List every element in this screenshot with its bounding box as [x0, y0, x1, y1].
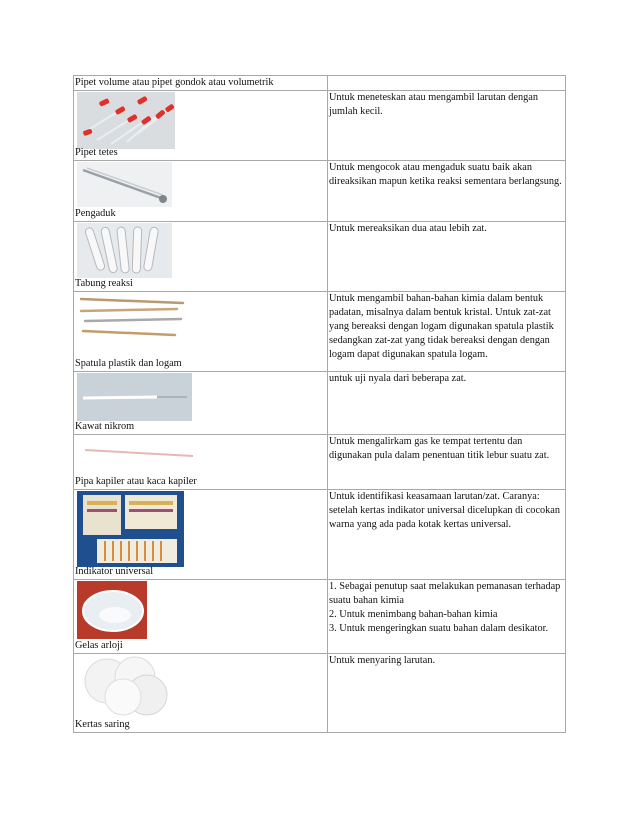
table-row	[74, 490, 566, 580]
apparatus-name: Spatula plastik dan logam	[75, 358, 182, 369]
table-header-row	[74, 76, 566, 91]
description-cell: Untuk mengalirkam gas ke tempat tertentu dan digunakan pula dalam penentuan titik lebur suatu zat.	[328, 435, 566, 490]
description-cell: Untuk menyaring larutan.	[328, 654, 566, 733]
table-row	[74, 435, 566, 490]
table-row	[74, 292, 566, 372]
table-row	[74, 580, 566, 654]
spatula-image	[77, 293, 187, 343]
apparatus-name: Pipa kapiler atau kaca kapiler	[75, 476, 197, 487]
universal-indicator-image	[77, 491, 184, 567]
name-cell	[74, 91, 328, 161]
apparatus-table	[73, 75, 566, 733]
nichrome-wire-image	[77, 373, 192, 421]
test-tubes-image	[77, 223, 172, 278]
description-cell	[328, 580, 566, 654]
name-cell	[74, 222, 328, 292]
name-cell	[74, 490, 328, 580]
description-cell: Untuk meneteskan atau mengambil larutan dengan jumlah kecil.	[328, 91, 566, 161]
filter-paper-image	[77, 655, 177, 717]
name-cell	[74, 435, 328, 490]
table-row	[74, 654, 566, 733]
name-cell	[74, 161, 328, 222]
header-title: Pipet volume atau pipet gondok atau volumetrik	[74, 76, 328, 91]
description-line: 2. Untuk menimbang bahan-bahan kimia	[329, 609, 498, 620]
name-cell	[74, 372, 328, 435]
description-cell: Untuk mereaksikan dua atau lebih zat.	[328, 222, 566, 292]
stirring-rod-image	[77, 162, 172, 207]
capillary-tube-image	[77, 436, 197, 464]
table-row	[74, 91, 566, 161]
table-row	[74, 161, 566, 222]
description-cell: Untuk mengocok atau mengaduk suatu baik akan direaksikan mapun ketika reaksi sementara berlangsung.	[328, 161, 566, 222]
header-right	[328, 76, 566, 91]
table-row	[74, 372, 566, 435]
name-cell	[74, 580, 328, 654]
description-cell: untuk uji nyala dari beberapa zat.	[328, 372, 566, 435]
description-line: 1. Sebagai penutup saat melakukan pemanasan terhadap suatu bahan kimia	[329, 581, 561, 606]
watch-glass-image	[77, 581, 147, 639]
apparatus-name: Tabung reaksi	[75, 278, 133, 289]
apparatus-name: Pengaduk	[75, 208, 116, 219]
description-line: 3. Untuk mengeringkan suatu bahan dalam desikator.	[329, 623, 549, 634]
apparatus-name: Kawat nikrom	[75, 421, 135, 432]
description-cell: Untuk identifikasi keasamaan larutan/zat. Caranya: setelah kertas indikator universal dicelupkan di cocokan warna yang ada pada kotak kertas universal.	[328, 490, 566, 580]
apparatus-name: Kertas saring	[75, 719, 130, 730]
name-cell	[74, 654, 328, 733]
apparatus-name: Pipet tetes	[75, 147, 118, 158]
apparatus-name: Indikator universal	[75, 566, 154, 577]
table-row	[74, 222, 566, 292]
description-cell: Untuk mengambil bahan-bahan kimia dalam bentuk padatan, misalnya dalam bentuk kristal. Untuk zat-zat yang bereaksi dengan logam digunakan spatula plastik sedangkan zat-zat yang tidak bereaksi dengan dengan logam dapat digunakan spatula logam.	[328, 292, 566, 372]
name-cell	[74, 292, 328, 372]
apparatus-name: Gelas arloji	[75, 640, 123, 651]
dropper-pipettes-image	[77, 92, 175, 149]
